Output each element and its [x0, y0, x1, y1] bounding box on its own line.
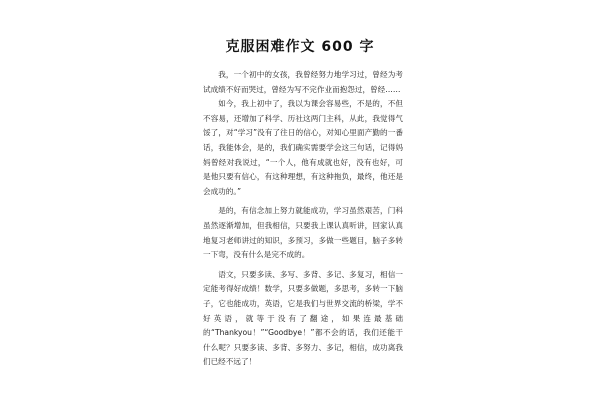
paragraph: 我，一个初中的女孩，我曾经努力地学习过，曾经为考试成绩不好而哭过，曾经为写不完作业而抱怨过，曾经……: [203, 70, 403, 94]
paragraph: 是的，有信念加上努力就能成功，学习虽然艰苦，门科虽然逐渐增加，但我相信，只要我上课认真听讲，回家认真地复习老师讲过的知识，多预习，多做一些题目，脑子多转一下弯，没有什么是完不成的。: [203, 206, 403, 260]
paragraph: 语文，只要多读、多写、多背、多记、多复习，相信一定能考得好成绩！数学，只要多做题，多思考，多转一下脑子，它也能成功，英语，它是我们与世界交流的桥梁，学不好英语，就等于没有了翻途，如果连最基础的“Thankyou！”“Goodbye！”都不会的话，我们还能干什么呢？只要多读、多背、多努力、多记，相信，成功离我们已经不远了！: [203, 269, 403, 367]
document-body: [203, 68, 403, 370]
paragraph: 如今，我上初中了，我以为课会容易些，不是的，不但不容易，还增加了科学、历社这两门主科，从此，我觉得气馁了，对“学习”没有了往日的信心，对知心里面产勤的一番话，我能体会，是的，我们确实需要学会这三句话，记得妈妈曾经对我说过，“一个人，他有成就也好，没有也好，可是他只要有信心，有这种理想，有这种拖负，最终，他还是会成功的。”: [203, 99, 403, 196]
document-title: 克服困难作文 600 字: [225, 39, 375, 55]
